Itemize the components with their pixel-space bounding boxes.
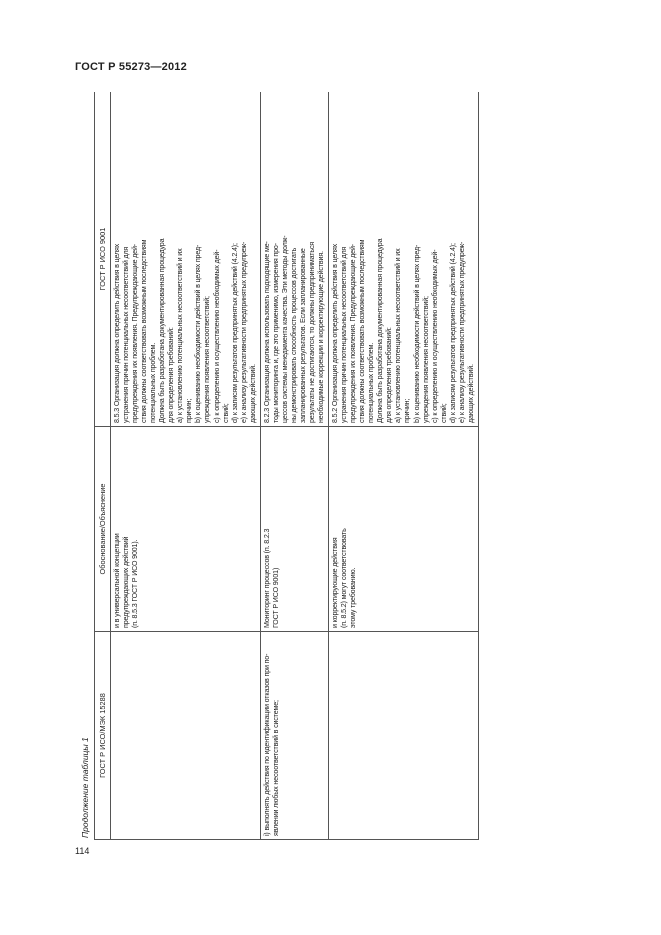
cell-text-line: (п. 8.5.2) могут соответствовать xyxy=(340,528,349,628)
cell-text-line: и в универсальной концепции xyxy=(113,533,121,628)
cell-text-line: упреждения появления несоответствий; xyxy=(421,296,430,423)
table-row xyxy=(329,92,479,840)
cell-text-line: устранения причин потенциальных несоответствий для xyxy=(122,246,131,423)
cell-text-line: ствий; xyxy=(221,403,230,423)
cell-text-line: причин; xyxy=(403,398,412,423)
cell-text-line: дающих действий. xyxy=(248,364,257,423)
table-body xyxy=(111,92,479,840)
cell-text-line: 8.5.3 Организация должна определить действия в целях xyxy=(113,243,121,423)
column-header-justification: Обоснование/Объяснение xyxy=(95,427,111,632)
cell-text-line: Мониторинг процессов (п. 8.2.3 xyxy=(262,528,271,628)
cell-text-line: для определения требований: xyxy=(385,327,394,423)
cell-text-line: явлении любых несоответствий в системе; xyxy=(271,700,280,836)
table-cell-col2 xyxy=(111,427,261,632)
cell-text-line: 8.2.3 Организация должна использовать подходящие ме- xyxy=(262,241,271,423)
cell-text-line: необходимые коррекции и корректирующие действия. xyxy=(317,251,326,423)
table-row xyxy=(111,92,261,840)
cell-text-line: и корректирующие действия xyxy=(331,537,340,628)
table-rotation-frame xyxy=(76,92,588,840)
cell-text-line: тоды мониторинга и, где это применимо, измерения про- xyxy=(271,243,280,423)
cell-text-line: этому требованию. xyxy=(349,567,358,628)
cell-text-line: i) выполнять действия по идентификации отказов при по- xyxy=(262,653,271,836)
table-header-row xyxy=(95,92,111,840)
cell-text-line: ствия должны соответствовать возможным последствиям xyxy=(358,239,367,423)
document-header: ГОСТ Р 55273—2012 xyxy=(75,61,187,73)
table-cell-col3 xyxy=(111,92,261,427)
cell-text-line: результаты не достигаются, то должны предприниматься xyxy=(307,241,316,423)
cell-text-line: ны демонстрировать способность процессов достигать xyxy=(289,247,298,423)
table-cell-col1 xyxy=(111,632,261,840)
cell-text-line: 8.5.2 Организация должна определить действия в целях xyxy=(331,243,340,423)
table-cell-col3 xyxy=(329,92,479,427)
cell-text-line: запланированных результатов. Если запланированные xyxy=(298,248,307,423)
cell-text-line: d) к записям результатов предпринятых действий (4.2.4); xyxy=(230,243,239,423)
table-cell-col2 xyxy=(329,427,479,632)
cell-text-line: c) к определению и осуществлению необходимых дей- xyxy=(430,249,439,423)
cell-text-line: a) к установлению потенциальных несоответствий и их xyxy=(394,248,403,423)
comparison-table xyxy=(94,92,479,840)
cell-text-line: упреждения появления несоответствий; xyxy=(203,296,212,423)
cell-text-line: b) к оцениванию необходимости действий в целях пред- xyxy=(412,244,421,423)
cell-text-line: дающих действий. xyxy=(466,364,475,423)
cell-text-line: ствия должны соответствовать возможным последствиям xyxy=(140,239,149,423)
cell-text-line: b) к оцениванию необходимости действий в целях пред- xyxy=(194,244,203,423)
cell-text-line: потенциальных проблем. xyxy=(149,342,158,423)
cell-text-line: предупреждения их появления. Предупреждающие дей- xyxy=(349,244,358,423)
table-row xyxy=(260,92,328,840)
cell-text-line: Должна быть разработана документированная процедура xyxy=(158,238,167,423)
page-number: 114 xyxy=(75,846,90,856)
table-cell-col1 xyxy=(260,632,328,840)
rotated-table-area xyxy=(76,92,588,840)
table-cell-col2 xyxy=(260,427,328,632)
cell-text-line: e) к анализу результативности предпринятых предупреж- xyxy=(239,241,248,423)
cell-text-line: (п. 8.5.3 ГОСТ Р ИСО 9001). xyxy=(131,539,140,628)
cell-text-line: ГОСТ Р ИСО 9001) xyxy=(271,567,280,628)
cell-text-line: a) к установлению потенциальных несоответствий и их xyxy=(176,248,185,423)
cell-text-line: Должна быть разработана документированная процедура xyxy=(376,238,385,423)
table-caption: Продолжение таблицы 1 xyxy=(80,737,90,838)
cell-text-line: для определения требований: xyxy=(167,327,176,423)
cell-text-line: цессов системы менеджмента качества. Эти методы долж- xyxy=(280,235,289,423)
table-cell-col1 xyxy=(329,632,479,840)
table-cell-col3 xyxy=(260,92,328,427)
cell-text-line: причин; xyxy=(185,398,194,423)
cell-text-line: e) к анализу результативности предпринятых предупреж- xyxy=(457,241,466,423)
cell-text-line: устранения причин потенциальных несоответствий для xyxy=(340,246,349,423)
cell-text-line: потенциальных проблем. xyxy=(367,342,376,423)
column-header-iso-15288: ГОСТ Р ИСО/МЭК 15288 xyxy=(95,632,111,840)
column-header-iso-9001: ГОСТ Р ИСО 9001 xyxy=(95,92,111,427)
cell-text-line: c) к определению и осуществлению необходимых дей- xyxy=(212,249,221,423)
cell-text-line: предупреждающих действий xyxy=(122,536,131,628)
cell-text-line: d) к записям результатов предпринятых действий (4.2.4); xyxy=(448,243,457,423)
cell-text-line: предупреждения их появления. Предупреждающие дей- xyxy=(131,244,140,423)
cell-text-line: ствий; xyxy=(439,403,448,423)
